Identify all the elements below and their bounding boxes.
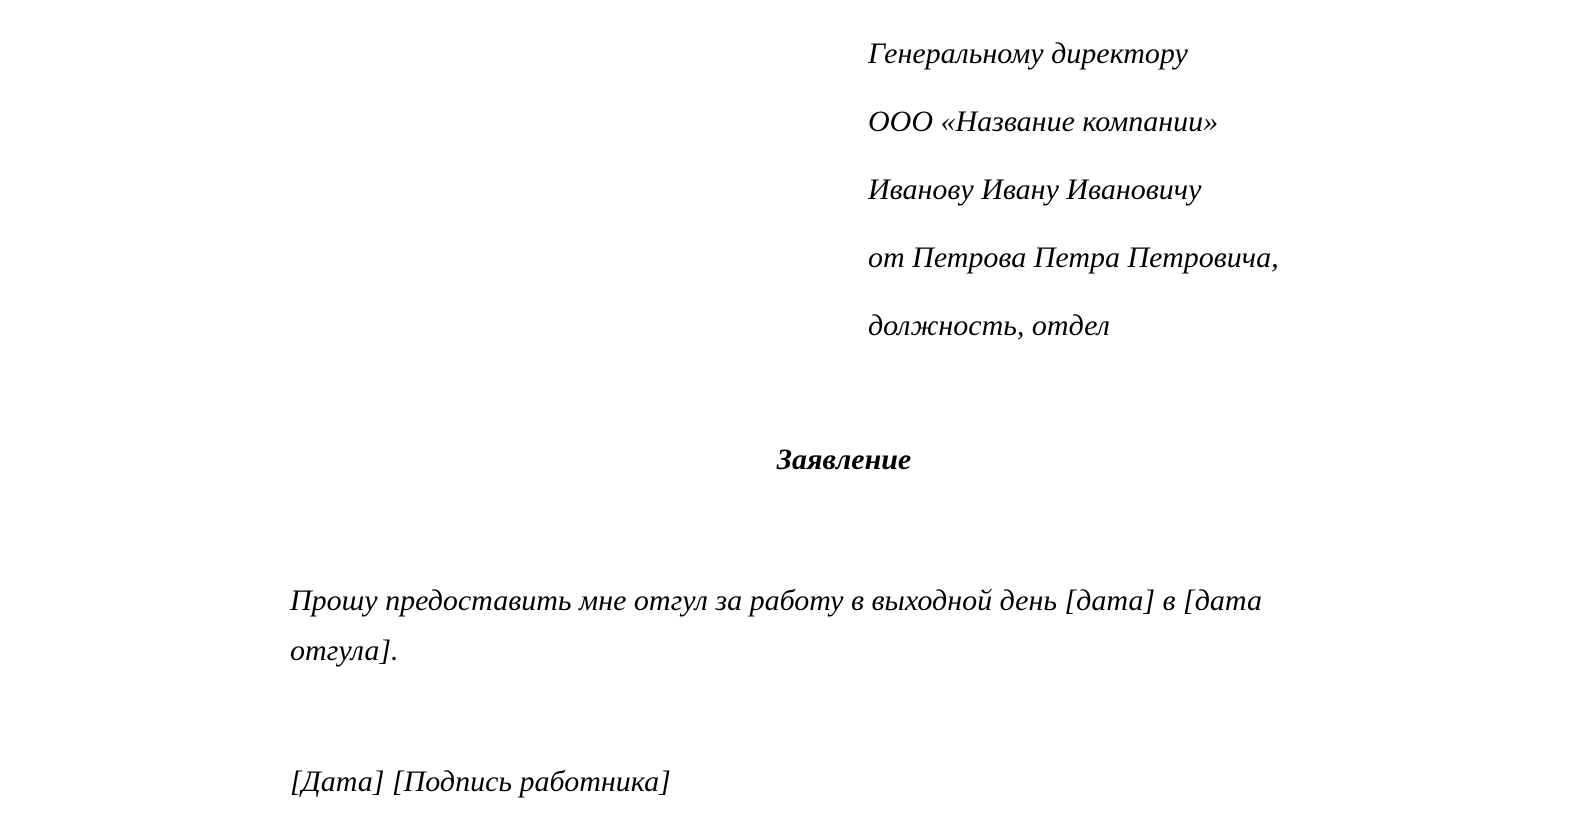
- date-signature-line: [Дата] [Подпись работника]: [290, 765, 671, 798]
- sender-name: от Петрова Петра Петровича,: [868, 241, 1279, 274]
- request-text: Прошу предоставить мне отгул за работу в выходной день [дата] в [дата отгула].: [290, 584, 1262, 667]
- recipient-name: Иванову Ивану Ивановичу: [868, 173, 1202, 206]
- recipient-position: Генеральному директору: [868, 37, 1188, 70]
- recipient-block: [868, 36, 1279, 376]
- document-title: Заявление: [776, 443, 912, 476]
- recipient-company: ООО «Название компании»: [868, 105, 1219, 138]
- sender-position: должность, отдел: [868, 309, 1110, 342]
